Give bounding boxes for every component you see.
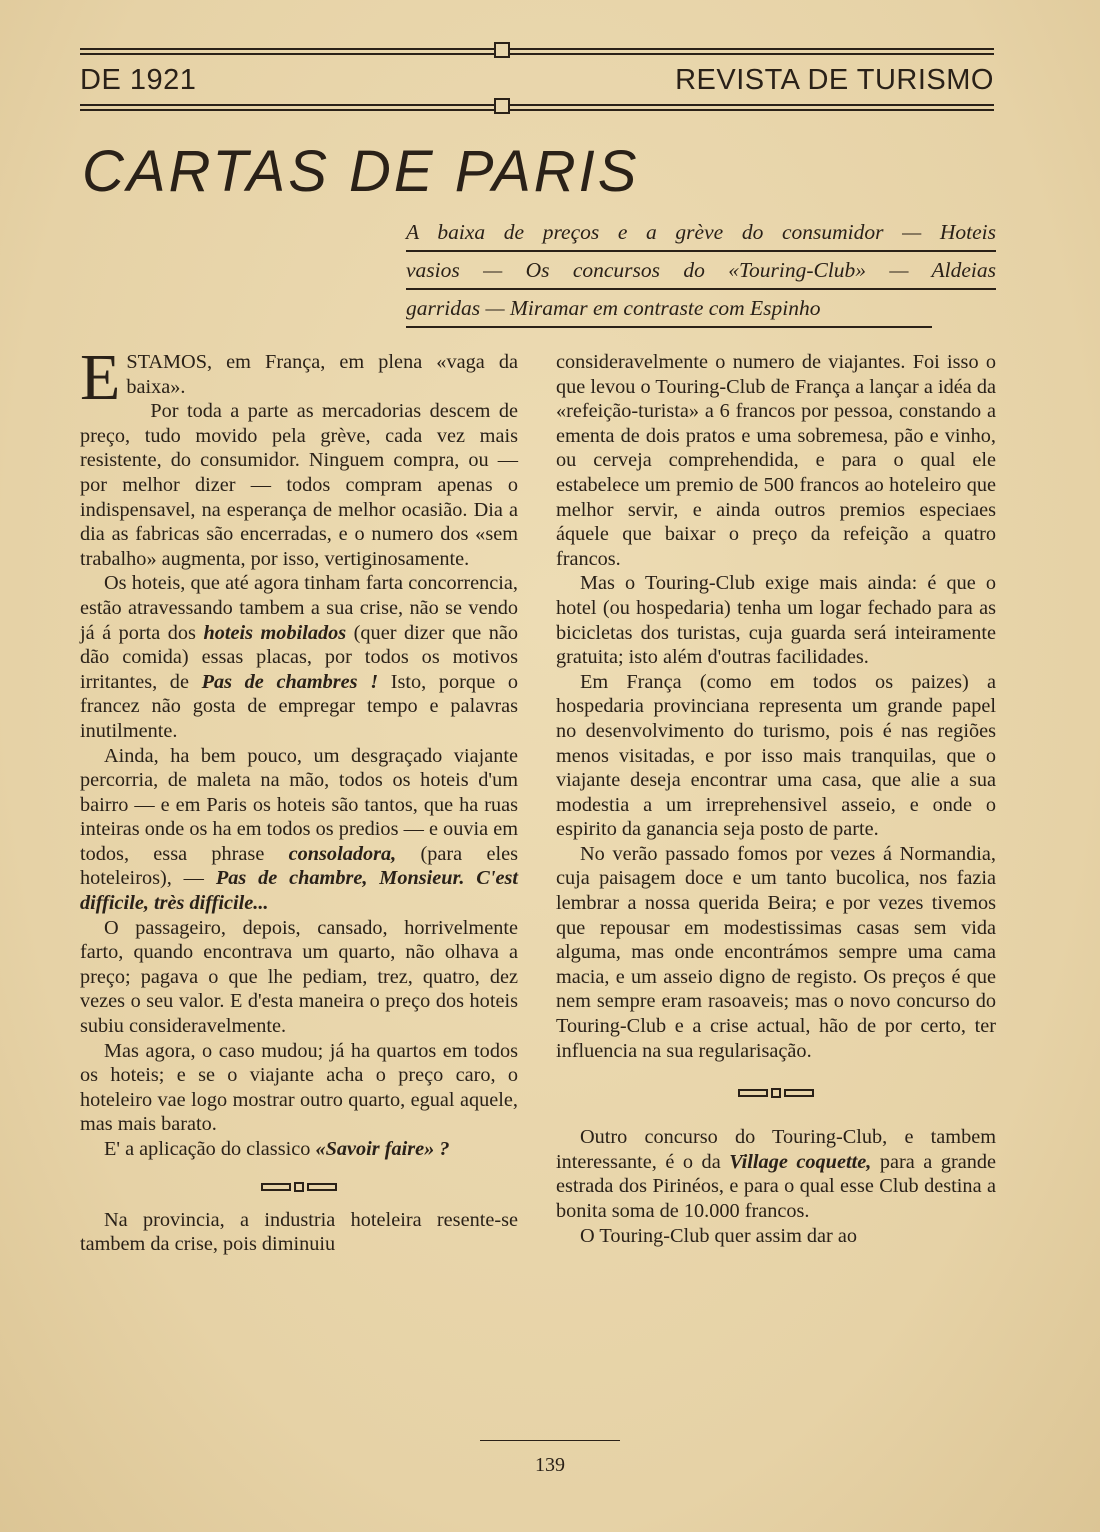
rule-square-ornament <box>494 42 510 58</box>
text: (para eles hoteleiros), — <box>80 842 518 890</box>
header-top-rule <box>80 48 994 55</box>
text: , em França, em plena «vaga da baixa». <box>126 351 518 398</box>
emphasis: Pas de chambres ! <box>201 670 379 693</box>
paragraph <box>80 1137 518 1162</box>
article-title: CARTAS DE PARIS <box>82 139 640 204</box>
paragraph: O Touring-Club quer assim dar ao <box>580 1224 858 1247</box>
text: E' a aplicação do classico <box>104 1138 316 1160</box>
paragraph: Por toda a parte as mercadorias descem de preço, tudo movido pela grève, cada vez mais resistente, do consumidor. Ninguem compra, ou — por melhor dizer — todos compram apenas o indispensavel, na esperança de melhor ocasião. Dia a dia as fabricas são encerradas, e o numero dos «sem trabalho» augmenta, por isso, vertiginosamente. <box>80 400 518 570</box>
rule-square-ornament <box>494 98 510 114</box>
emphasis: hoteis mobilados <box>203 621 347 644</box>
paragraph: Em França (como em todos os paizes) a hospedaria provinciana representa um grande papel no desenvolvimento do turismo, pois é nas regiões menos visitadas, e por isso mais tranquilas, que o viajante deseja encontrar uma casa, que alie a sua modestia a um irreprehensivel asseio, e onde o espirito da ganancia seja posto de parte. <box>556 670 996 841</box>
page-number: 139 <box>535 1454 565 1476</box>
small-caps-opening: STAMOS <box>126 351 207 373</box>
subtitle-line: garridas — Miramar em contraste com Espinho <box>406 290 932 328</box>
paragraph: consideravelmente o numero de viajantes. Foi isso o que levou o Touring-Club de França a lançar a idéa da «refeição-turista» a 6 francos por pessoa, constando a ementa de dois pratos e uma sobremesa, pão e vinho, ou cerveja comprehendida, e para o qual ele estabelece um premio de 500 francos ao hoteleiro que melhor servir, e ainda outros premios especiaes áquele que baixar o preço da refeição a quatro francos. <box>556 351 996 570</box>
paragraph <box>80 341 518 414</box>
running-head-magazine: REVISTA DE TURISMO <box>675 64 994 96</box>
text: (quer dizer que não dão comida) essas placas, por todos os motivos irritantes, de <box>80 621 519 693</box>
left-column <box>80 341 519 1257</box>
drop-cap: E <box>80 341 121 414</box>
paragraph <box>80 744 518 916</box>
emphasis: Pas de chambre, Monsieur. C'est difficile, très difficile... <box>80 867 518 915</box>
text: Os hoteis, que até agora tinham farta concorrencia, estão atravessando tambem a sua crise, não se vendo já á porta dos <box>80 572 518 644</box>
paragraph <box>556 1125 996 1223</box>
subtitle-line: A baixa de preços e a grève do consumidor — Hoteis <box>406 214 996 252</box>
emphasis: consoladora, <box>288 842 397 865</box>
paragraph: O passageiro, depois, cansado, horrivelmente farto, quando encontrava um quarto, não olhava a preço; pagava o que lhe pediam, trez, quatro, dez vezes o seu valor. E d'esta maneira o preço dos hoteis subiu consideravelmente. <box>80 916 518 1038</box>
paragraph: Na provincia, a industria hoteleira resente-se tambem da crise, pois diminuiu <box>80 1208 518 1256</box>
article-subtitle <box>406 214 996 328</box>
section-ornament <box>80 1174 518 1198</box>
right-column <box>556 350 996 1248</box>
emphasis: «Savoir faire» ? <box>315 1138 450 1160</box>
footer-rule <box>480 1440 620 1441</box>
subtitle-line: vasios — Os concursos do «Touring-Club» — Aldeias <box>406 252 996 290</box>
running-head-date: DE 1921 <box>80 64 197 96</box>
text: Isto, porque o francez não gosta de empregar tempo e palavras inutilmente. <box>80 670 518 742</box>
section-ornament <box>556 1079 996 1103</box>
paragraph <box>80 571 518 743</box>
text: para a grande estrada dos Pirinéos, e para o qual esse Club destina a bonita soma de 10.000 francos. <box>556 1150 996 1222</box>
text: Ainda, ha bem pouco, um desgraçado viajante percorria, de maleta na mão, todos os hoteis d'um bairro — e em Paris os hoteis são tantos, que ha ruas inteiras onde os ha em todos os predios — e ouvia em todos, essa phrase <box>80 744 518 865</box>
paragraph: Mas o Touring-Club exige mais ainda: é que o hotel (ou hospedaria) tenha um logar fechado para as bicicletas dos turistas, cuja guarda será inteiramente gratuita; isto além d'outras facilidades. <box>556 572 996 669</box>
emphasis: Village coquette, <box>729 1150 872 1173</box>
paragraph: Mas agora, o caso mudou; já ha quartos em todos os hoteis; e se o viajante acha o preço caro, o hoteleiro vae logo mostrar outro quarto, egual aquele, mas mais barato. <box>80 1039 518 1136</box>
header-bottom-rule <box>80 104 994 111</box>
paragraph: No verão passado fomos por vezes á Normandia, cuja paisagem doce e um tanto bucolica, nos fazia lembrar a nossa querida Beira; e por vezes tivemos que repousar em modestissimas casas sem vida alguma, mas onde encontrámos sempre uma cama macia, e um asseio digno de registo. Os preços é que nem sempre eram rasoaveis; mas o novo concurso do Touring-Club e a crise actual, hão de por certo, ter influencia na sua regularisação. <box>556 842 996 1062</box>
text: Outro concurso do Touring-Club, e tambem interessante, é o da <box>556 1126 996 1173</box>
